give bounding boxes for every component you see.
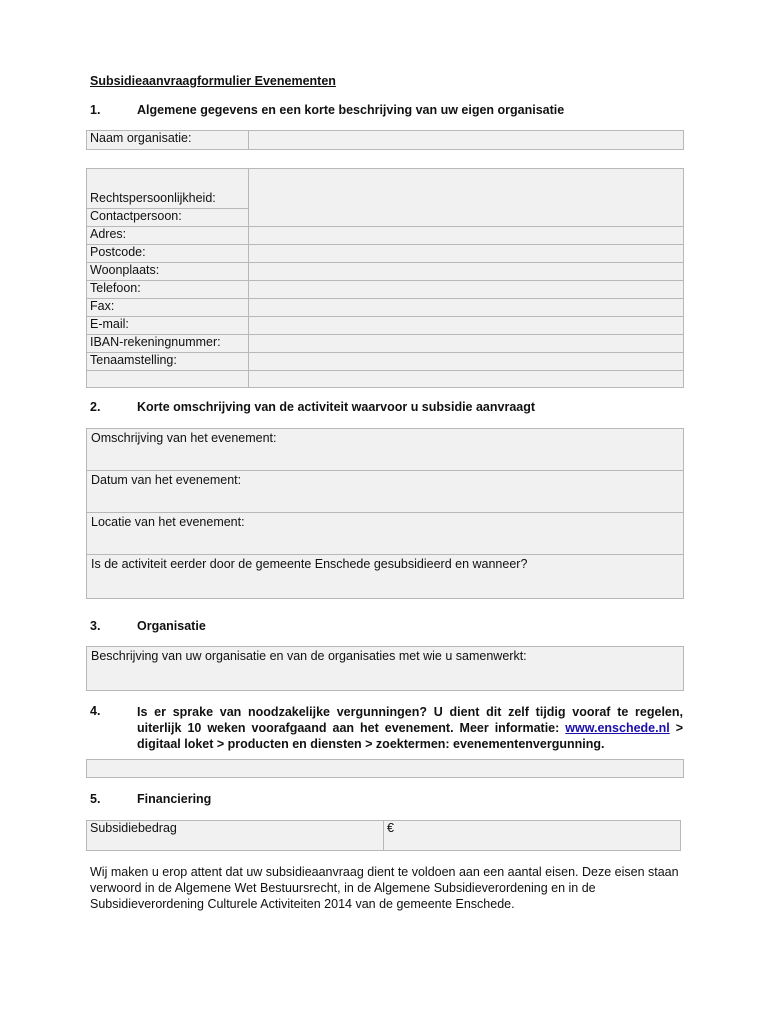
organisation-description-field[interactable] <box>86 646 684 691</box>
field-label-tenaamstelling: Tenaamstelling: <box>87 353 249 371</box>
subsidy-amount-label: Subsidiebedrag <box>87 821 384 851</box>
field-label-empty <box>87 371 249 388</box>
financing-table <box>86 820 681 851</box>
event-location-label: Locatie van het evenement: <box>91 515 245 529</box>
field-label-fax: Fax: <box>87 299 249 317</box>
field-input-email[interactable] <box>249 317 684 335</box>
section-4-number: 4. <box>90 704 101 718</box>
section-3-number: 3. <box>90 619 101 633</box>
event-date-field[interactable] <box>86 470 684 513</box>
previous-subsidy-label: Is de activiteit eerder door de gemeente Enschede gesubsidieerd en wanneer? <box>91 557 528 571</box>
section-5-number: 5. <box>90 792 101 806</box>
footer-paragraph: Wij maken u erop attent dat uw subsidieaanvraag dient te voldoen aan een aantal eisen. Deze eisen staan verwoord in de Algemene Wet Bestuursrecht, in de Algemene Subsidieverordening en in de Subsidieverordening Culturele Activiteiten 2014 van de gemeente Enschede. <box>90 865 679 911</box>
permits-field[interactable] <box>86 759 684 778</box>
field-label-iban: IBAN-rekeningnummer: <box>87 335 249 353</box>
field-input-iban[interactable] <box>249 335 684 353</box>
general-details-table <box>86 168 684 388</box>
section-1-title: Algemene gegevens en een korte beschrijving van uw eigen organisatie <box>137 103 565 117</box>
field-input-telefoon[interactable] <box>249 281 684 299</box>
subsidy-amount-input[interactable] <box>384 821 681 851</box>
org-name-label: Naam organisatie: <box>87 131 249 150</box>
field-label-telefoon: Telefoon: <box>87 281 249 299</box>
field-input-rechtspersoonlijkheid[interactable] <box>249 169 684 227</box>
field-label-contactpersoon: Contactpersoon: <box>87 209 249 227</box>
field-label-rechtspersoonlijkheid: Rechtspersoonlijkheid: <box>87 169 249 209</box>
section-2-number: 2. <box>90 400 101 414</box>
section-4-text-after: > digitaal loket > producten en diensten > zoektermen: evenementenvergunning. <box>137 721 684 751</box>
field-input-tenaamstelling[interactable] <box>249 353 684 371</box>
section-1-number: 1. <box>90 103 101 117</box>
field-input-woonplaats[interactable] <box>249 263 684 281</box>
section-2-title: Korte omschrijving van de activiteit waarvoor u subsidie aanvraagt <box>137 400 536 414</box>
event-description-label: Omschrijving van het evenement: <box>91 431 277 445</box>
field-input-adres[interactable] <box>249 227 684 245</box>
field-label-woonplaats: Woonplaats: <box>87 263 249 281</box>
event-description-field[interactable] <box>86 428 684 471</box>
event-date-label: Datum van het evenement: <box>91 473 242 487</box>
section-3-title: Organisatie <box>137 619 206 633</box>
field-label-email: E-mail: <box>87 317 249 335</box>
section-4-text <box>137 704 683 752</box>
organisation-name-table <box>86 130 684 150</box>
section-5-title: Financiering <box>137 792 212 806</box>
field-input-fax[interactable] <box>249 299 684 317</box>
field-label-adres: Adres: <box>87 227 249 245</box>
section-4-text-before: Is er sprake van noodzakelijke vergunningen? U dient dit zelf tijdig vooraf te regelen, uiterlijk 10 weken voorafgaand aan het evenement. Meer informatie: <box>137 705 683 735</box>
field-label-postcode: Postcode: <box>87 245 249 263</box>
euro-sign: € <box>387 821 394 835</box>
document-title: Subsidieaanvraagformulier Evenementen <box>90 74 336 88</box>
previous-subsidy-field[interactable] <box>86 554 684 599</box>
field-input-empty[interactable] <box>249 371 684 388</box>
organisation-description-label: Beschrijving van uw organisatie en van de organisaties met wie u samenwerkt: <box>91 649 527 663</box>
field-input-postcode[interactable] <box>249 245 684 263</box>
enschede-link[interactable]: www.enschede.nl <box>565 721 670 735</box>
org-name-input[interactable] <box>249 131 684 150</box>
event-location-field[interactable] <box>86 512 684 555</box>
